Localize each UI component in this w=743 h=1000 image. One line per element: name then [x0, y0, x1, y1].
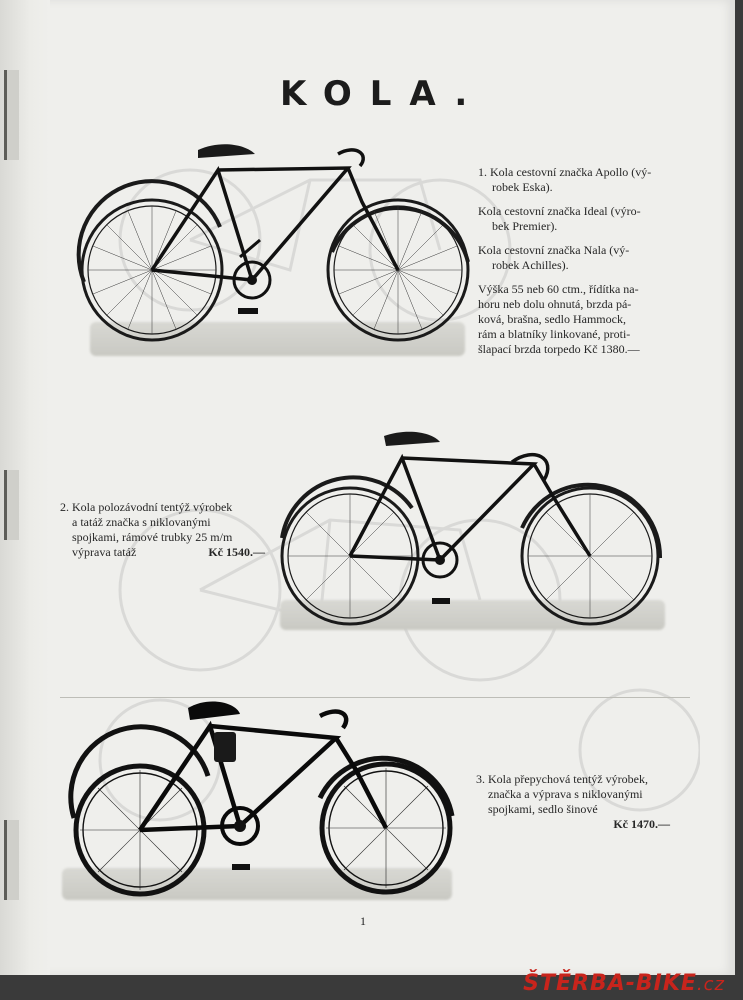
item-1-spec-line-1: Výška 55 neb 60 ctm., řídítka na-: [478, 282, 639, 296]
item-3-price: Kč 1470.—: [613, 817, 670, 831]
semi-racing-bicycle-illustration: [272, 428, 672, 628]
item-1-spec-line-4: rám a blatníky linkované, proti-: [478, 327, 631, 341]
item-1-ideal-line-1: Kola cestovní značka Ideal (výro-: [478, 204, 641, 218]
item-2-line-1: 2. Kola polozávodní tentýž výrobek: [60, 500, 233, 514]
item-1-spec-line-3: ková, brašna, sedlo Hammock,: [478, 312, 626, 326]
page-title: KOLA.: [280, 74, 486, 114]
item-1-spec-line-2: horu neb dolu ohnutá, brzda pá-: [478, 297, 632, 311]
page-number: 1: [360, 914, 366, 928]
item-2-line-2: a tatáž značka s niklovanými: [72, 515, 211, 529]
item-3-line-3: spojkami, sedlo šinové: [488, 802, 598, 816]
item-1-description: [478, 165, 678, 366]
item-1-line-2: robek Eska).: [492, 180, 553, 194]
item-1-number: 1.: [478, 165, 487, 179]
item-2-line-4: výprava tatáž: [72, 545, 137, 559]
touring-bicycle-illustration: [70, 132, 480, 347]
item-1-nala-line-2: robek Achilles).: [492, 258, 569, 272]
item-3-description: [476, 772, 670, 832]
watermark-logo: [523, 971, 725, 996]
item-3-line-1: 3. Kola přepychová tentýž výrobek,: [476, 772, 648, 786]
watermark-suffix: .cz: [696, 974, 725, 995]
item-2-line-3: spojkami, rámové trubky 25 m/m: [72, 530, 233, 544]
binding-hole: [4, 70, 19, 160]
item-2-price: Kč 1540.—: [208, 545, 265, 559]
item-2-description: [60, 500, 265, 560]
binding-hole: [4, 820, 19, 900]
item-1-nala-line-1: Kola cestovní značka Nala (vý-: [478, 243, 630, 257]
item-3-line-2: značka a výprava s niklovanými: [488, 787, 643, 801]
luxury-bicycle-illustration: [68, 698, 458, 898]
item-1-ideal-line-2: bek Premier).: [492, 219, 558, 233]
item-1-price-line: šlapací brzda torpedo Kč 1380.—: [478, 342, 640, 356]
item-1-line-1: Kola cestovní značka Apollo (vý-: [490, 165, 652, 179]
page-binding-edge: [0, 0, 50, 975]
binding-hole: [4, 470, 19, 540]
watermark-brand: ŠTĚRBA-BIKE: [523, 971, 697, 996]
